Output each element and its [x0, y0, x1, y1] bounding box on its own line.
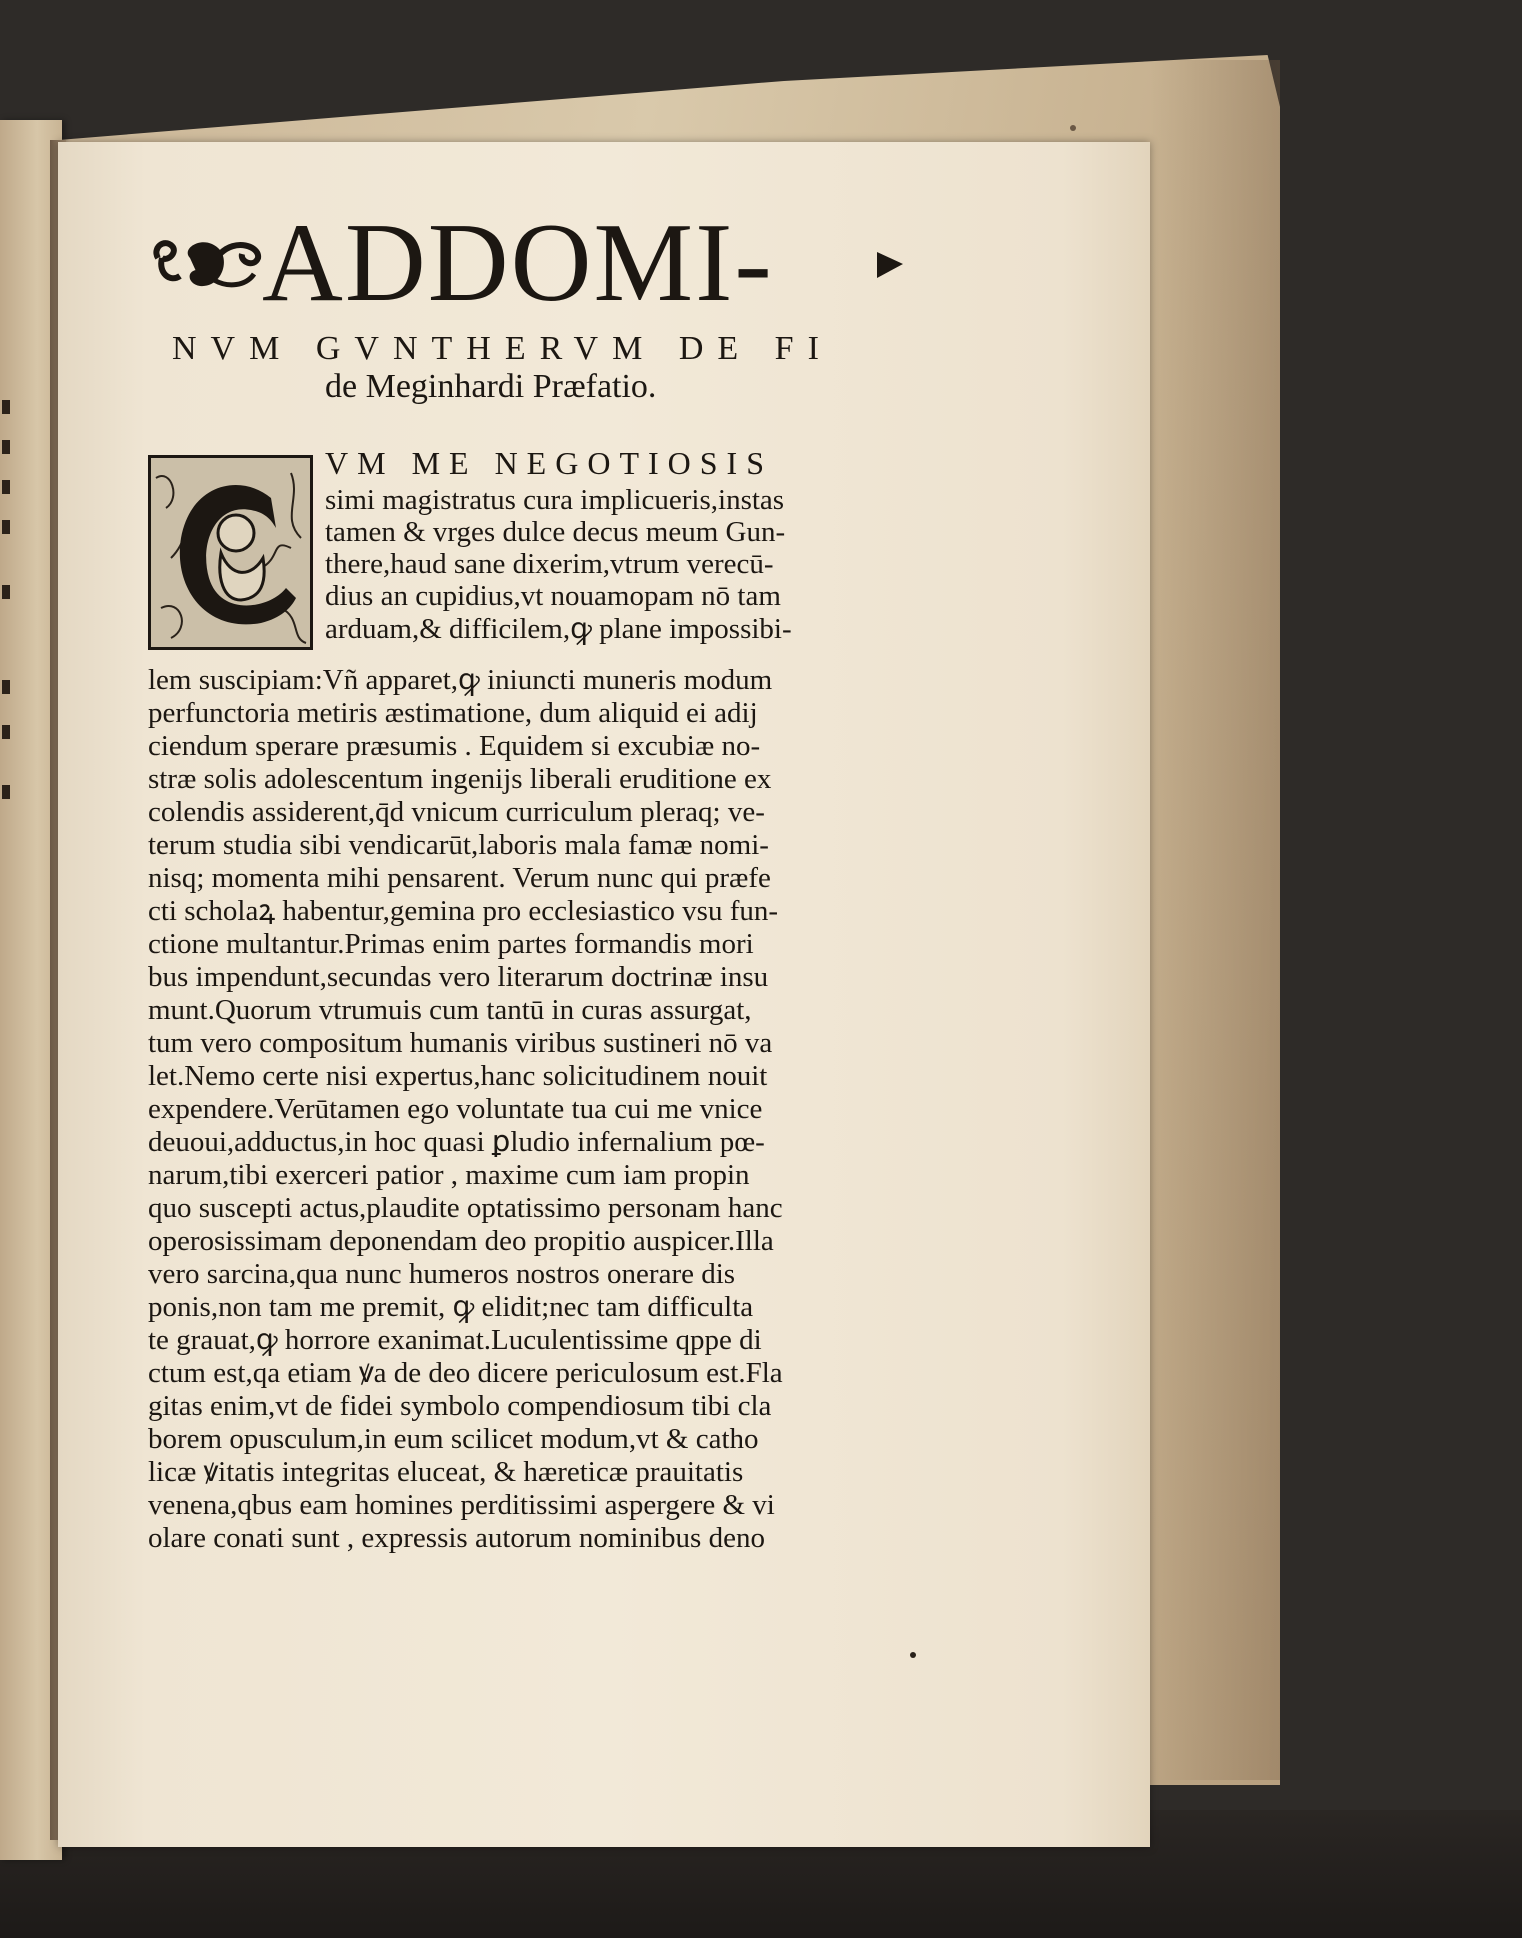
text-fragment — [2, 680, 10, 694]
opening-line: VM ME NEGOTIOSIS — [325, 445, 773, 481]
text-line: borem opusculum,in eum scilicet modum,vt & catho — [148, 1423, 759, 1455]
subheading-line-two: de Meginhardi Præfatio. — [325, 368, 657, 405]
text-line: terum studia sibi vendicarūt,laboris mala famæ nomi- — [148, 829, 769, 861]
headline — [262, 203, 902, 323]
text-line: there,haud sane dixerim,vtrum verecū- — [325, 548, 774, 580]
text-line: let.Nemo certe nisi expertus,hanc solicitudinem nouit — [148, 1060, 768, 1092]
ink-speck — [910, 1652, 916, 1658]
text-line: operosissimam deponendam deo propitio auspicer.Illa — [148, 1225, 774, 1257]
text-line: te grauat,ꝙ horrore exanimat.Luculentissime qppe di — [148, 1324, 762, 1356]
text-line: ctum est,qa etiam ꝟa de deo dicere periculosum est.Fla — [148, 1357, 783, 1389]
text-line: venena,qbus eam homines perditissimi aspergere & vi — [148, 1489, 775, 1521]
text-line: dius an cupidius,vt nouamopam nō tam — [325, 580, 781, 612]
text-line: deuoui,adductus,in hoc quasi ꝑludio infernalium pœ- — [148, 1126, 765, 1158]
decorated-initial-c — [148, 455, 313, 650]
text-line: stræ solis adolescentum ingenijs liberali eruditione ex — [148, 763, 772, 795]
text-line: licæ ꝟitatis integritas eluceat, & hæreticæ prauitatis — [148, 1456, 744, 1488]
text-line: simi magistratus cura implicueris,instas — [325, 484, 785, 516]
text-line: munt.Quorum vtrumuis cum tantū in curas assurgat, — [148, 994, 752, 1026]
text-fragment — [2, 585, 10, 599]
text-line: colendis assiderent,q̄d vnicum curriculum pleraq; ve- — [148, 796, 765, 828]
text-line: olare conati sunt , expressis autorum nominibus deno — [148, 1522, 765, 1554]
text-line: bus impendunt,secundas vero literarum doctrinæ insu — [148, 961, 769, 993]
fleuron-ornament-icon — [150, 228, 270, 308]
subheading: NVM GVNTHERVM DE FI — [172, 330, 833, 367]
text-line: ctione multantur.Primas enim partes formandis mori — [148, 928, 754, 960]
text-line: perfunctoria metiris æstimatione, dum aliquid ei adij — [148, 697, 758, 729]
text-line: narum,tibi exerceri patior , maxime cum iam propin — [148, 1159, 750, 1191]
text-fragment — [2, 440, 10, 454]
woodcut-initial-icon — [151, 458, 310, 647]
text-line: arduam,& difficilem,ꝙ plane impossibi- — [325, 613, 792, 645]
text-fragment — [2, 785, 10, 799]
text-line: nisq; momenta mihi pensarent. Verum nunc qui præfe — [148, 862, 771, 894]
text-fragment — [2, 520, 10, 534]
text-line: ponis,non tam me premit, ꝙ elidit;nec tam difficulta — [148, 1291, 754, 1323]
text-line: lem suscipiam:Vñ apparet,ꝙ iniuncti muneris modum — [148, 664, 773, 696]
text-line: vero sarcina,qua nunc humeros nostros onerare dis — [148, 1258, 736, 1290]
text-line: ciendum sperare præsumis . Equidem si excubiæ no- — [148, 730, 761, 762]
vellum-spot — [1070, 125, 1076, 131]
text-fragment — [2, 480, 10, 494]
text-line: quo suscepti actus,plaudite optatissimo personam hanc — [148, 1192, 783, 1224]
text-line: cti scholaꝝ habentur,gemina pro ecclesiastico vsu fun- — [148, 895, 779, 927]
text-line: expendere.Verūtamen ego voluntate tua cui me vnice — [148, 1093, 763, 1125]
text-line: tamen & vrges dulce decus meum Gun- — [325, 516, 786, 548]
text-fragment — [2, 400, 10, 414]
text-fragment — [2, 725, 10, 739]
headline-text: ADDOMI- — [262, 201, 774, 325]
text-line: tum vero compositum humanis viribus sustineri nō va — [148, 1027, 773, 1059]
text-line: gitas enim,vt de fidei symbolo compendiosum tibi cla — [148, 1390, 772, 1422]
vellum-shadow — [1150, 60, 1280, 1780]
triangle-mark-icon — [875, 250, 905, 280]
previous-page-text-fragments — [2, 390, 14, 890]
